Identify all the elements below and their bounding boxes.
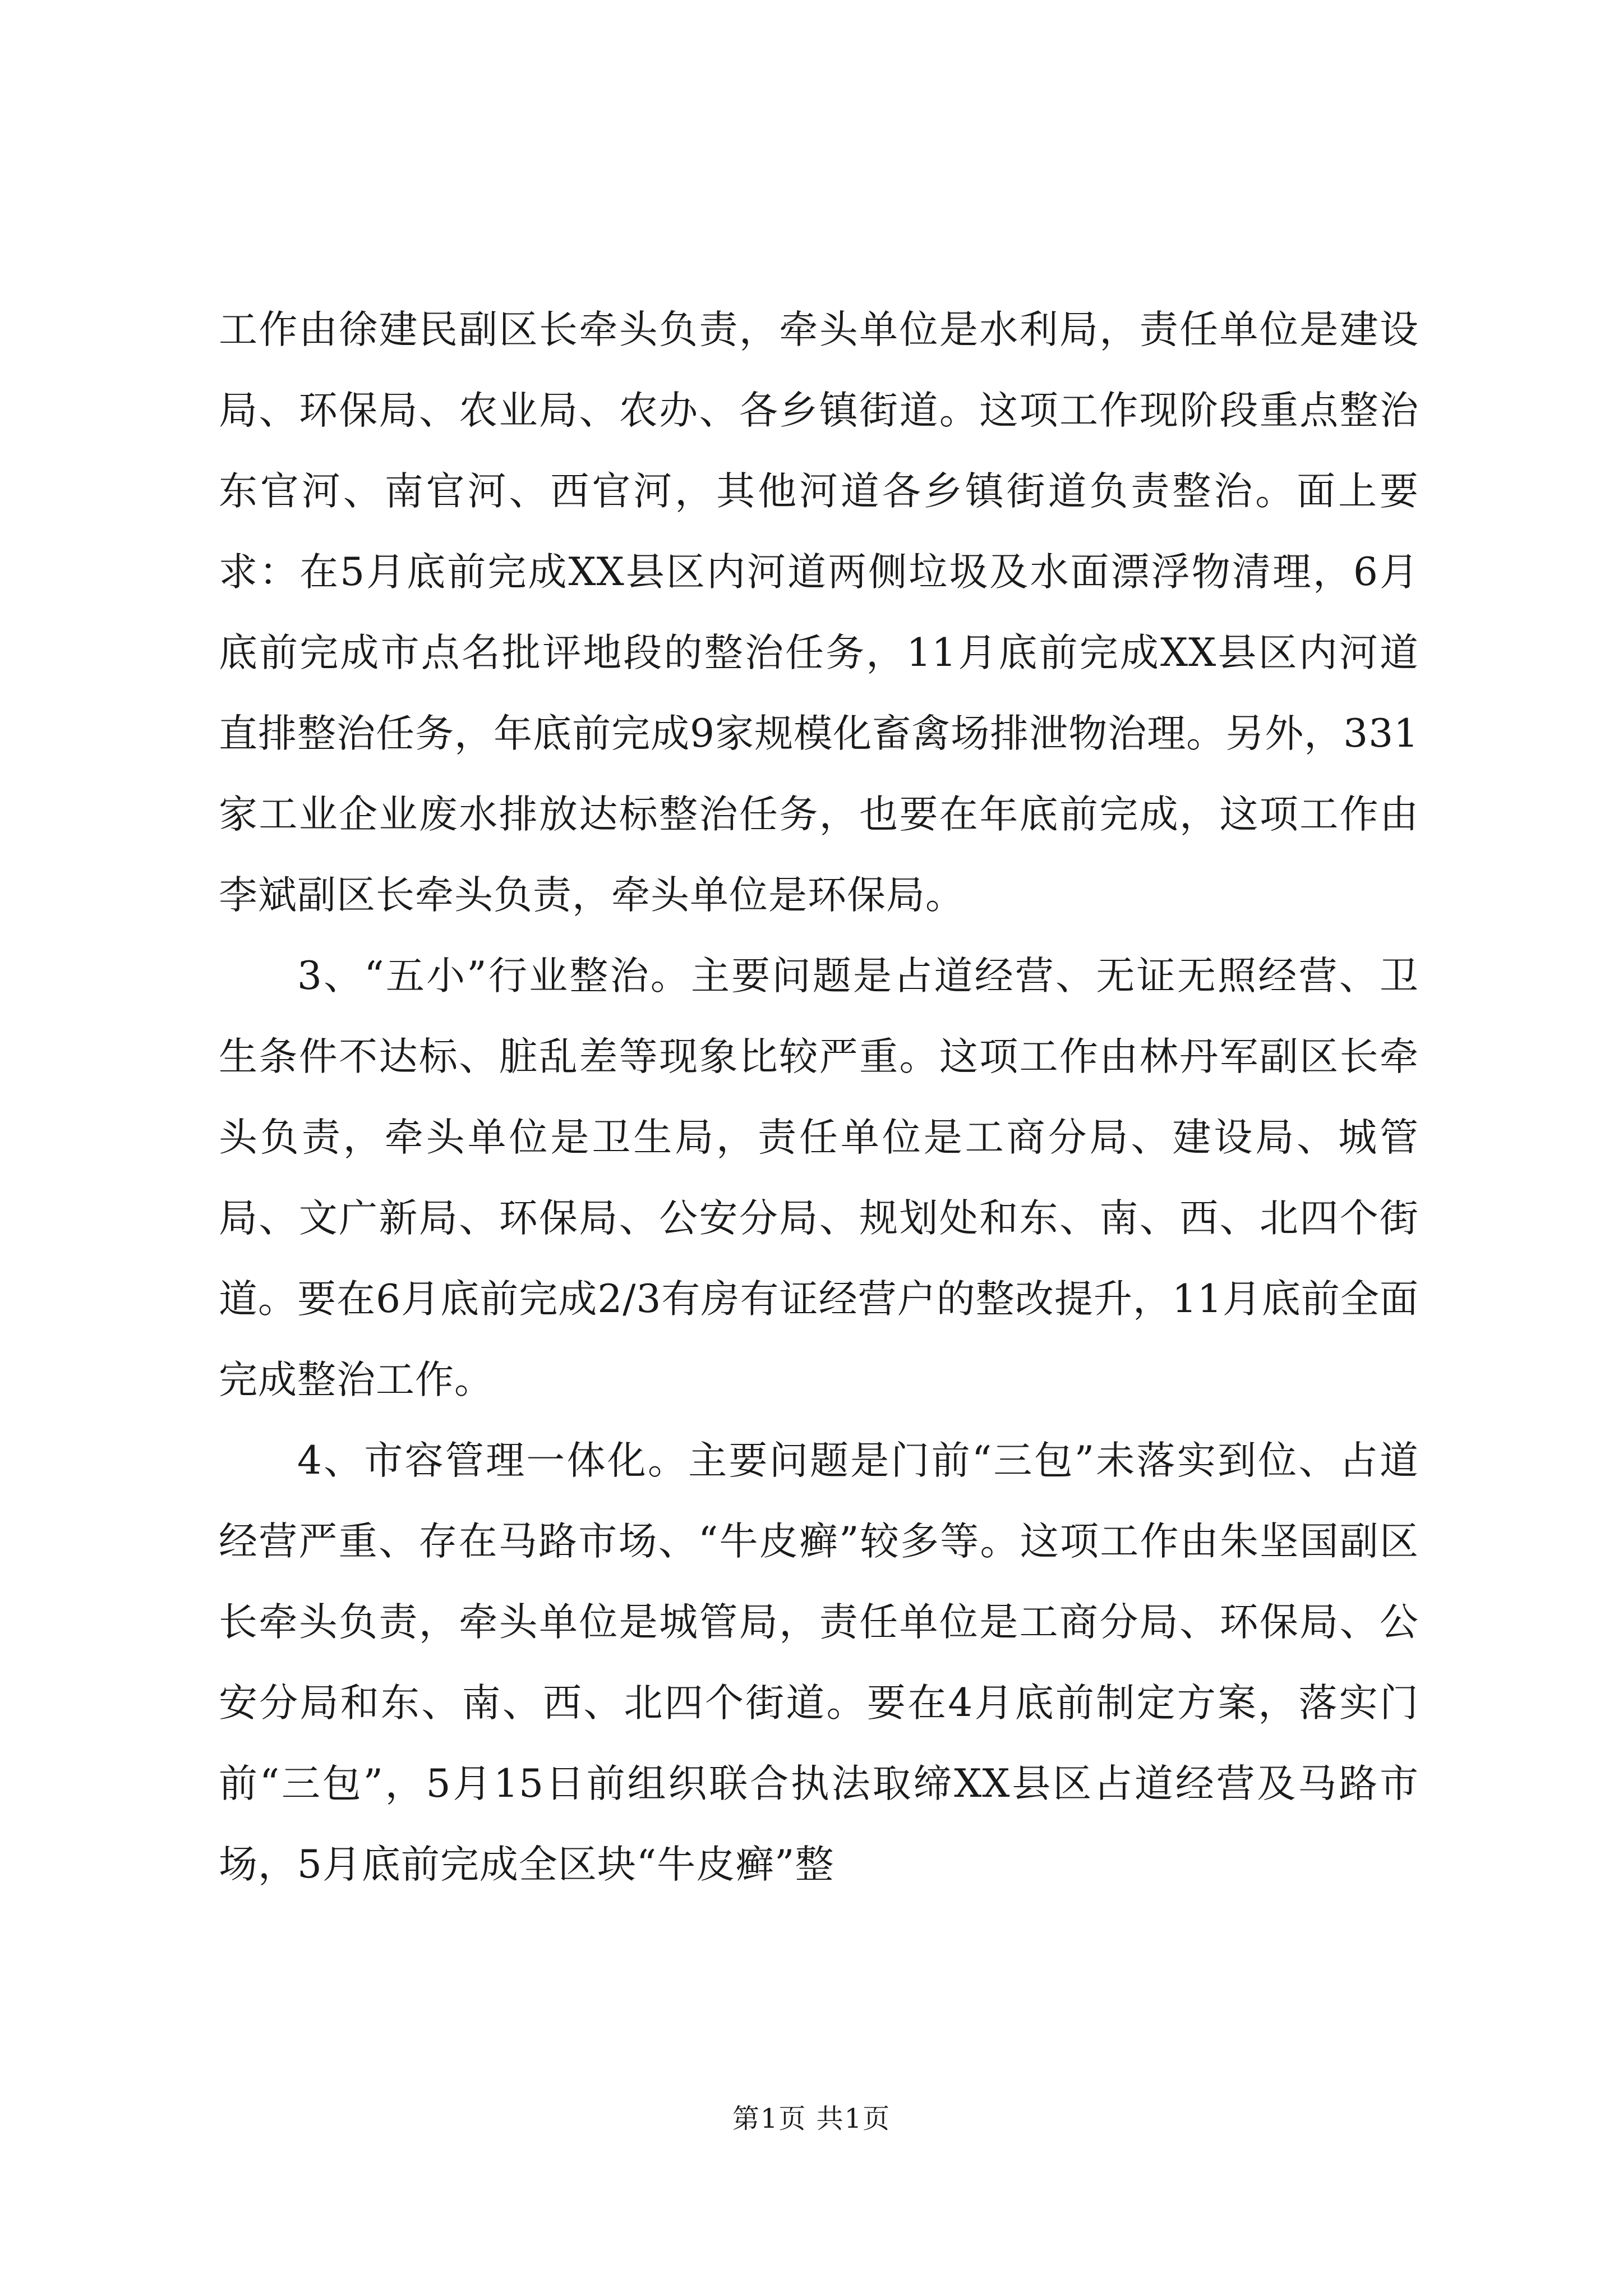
page-footer: 第1页 共1页 — [732, 2103, 891, 2134]
document-body — [219, 289, 1419, 1905]
paragraph-item-3: 3、“五小”行业整治。主要问题是占道经营、无证无照经营、卫生条件不达标、脏乱差等现象比较严重。这项工作由林丹军副区长牵头负责，牵头单位是卫生局，责任单位是工商分局、建设局、城管局、文广新局、环保局、公安分局、规划处和东、南、西、北四个街道。要在6月底前完成2/3有房有证经营户的整改提升，11月底前全面完成整治工作。 — [219, 954, 1419, 1402]
paragraph-continuation: 工作由徐建民副区长牵头负责，牵头单位是水利局，责任单位是建设局、环保局、农业局、农办、各乡镇街道。这项工作现阶段重点整治东官河、南官河、西官河，其他河道各乡镇街道负责整治。面上要求：在5月底前完成XX县区内河道两侧垃圾及水面漂浮物清理，6月底前完成市点名批评地段的整治任务，11月底前完成XX县区内河道直排整治任务，年底前完成9家规模化畜禽场排泄物治理。另外，331家工业企业废水排放达标整治任务，也要在年底前完成，这项工作由李斌副区长牵头负责，牵头单位是环保局。 — [219, 307, 1419, 918]
paragraph-item-4: 4、市容管理一体化。主要问题是门前“三包”未落实到位、占道经营严重、存在马路市场、“牛皮癣”较多等。这项工作由朱坚国副区长牵头负责，牵头单位是城管局，责任单位是工商分局、环保局、公安分局和东、南、西、北四个街道。要在4月底前制定方案，落实门前“三包”，5月15日前组织联合执法取缔XX县区占道经营及马路市场，5月底前完成全区块“牛皮癣”整 — [219, 1438, 1419, 1887]
